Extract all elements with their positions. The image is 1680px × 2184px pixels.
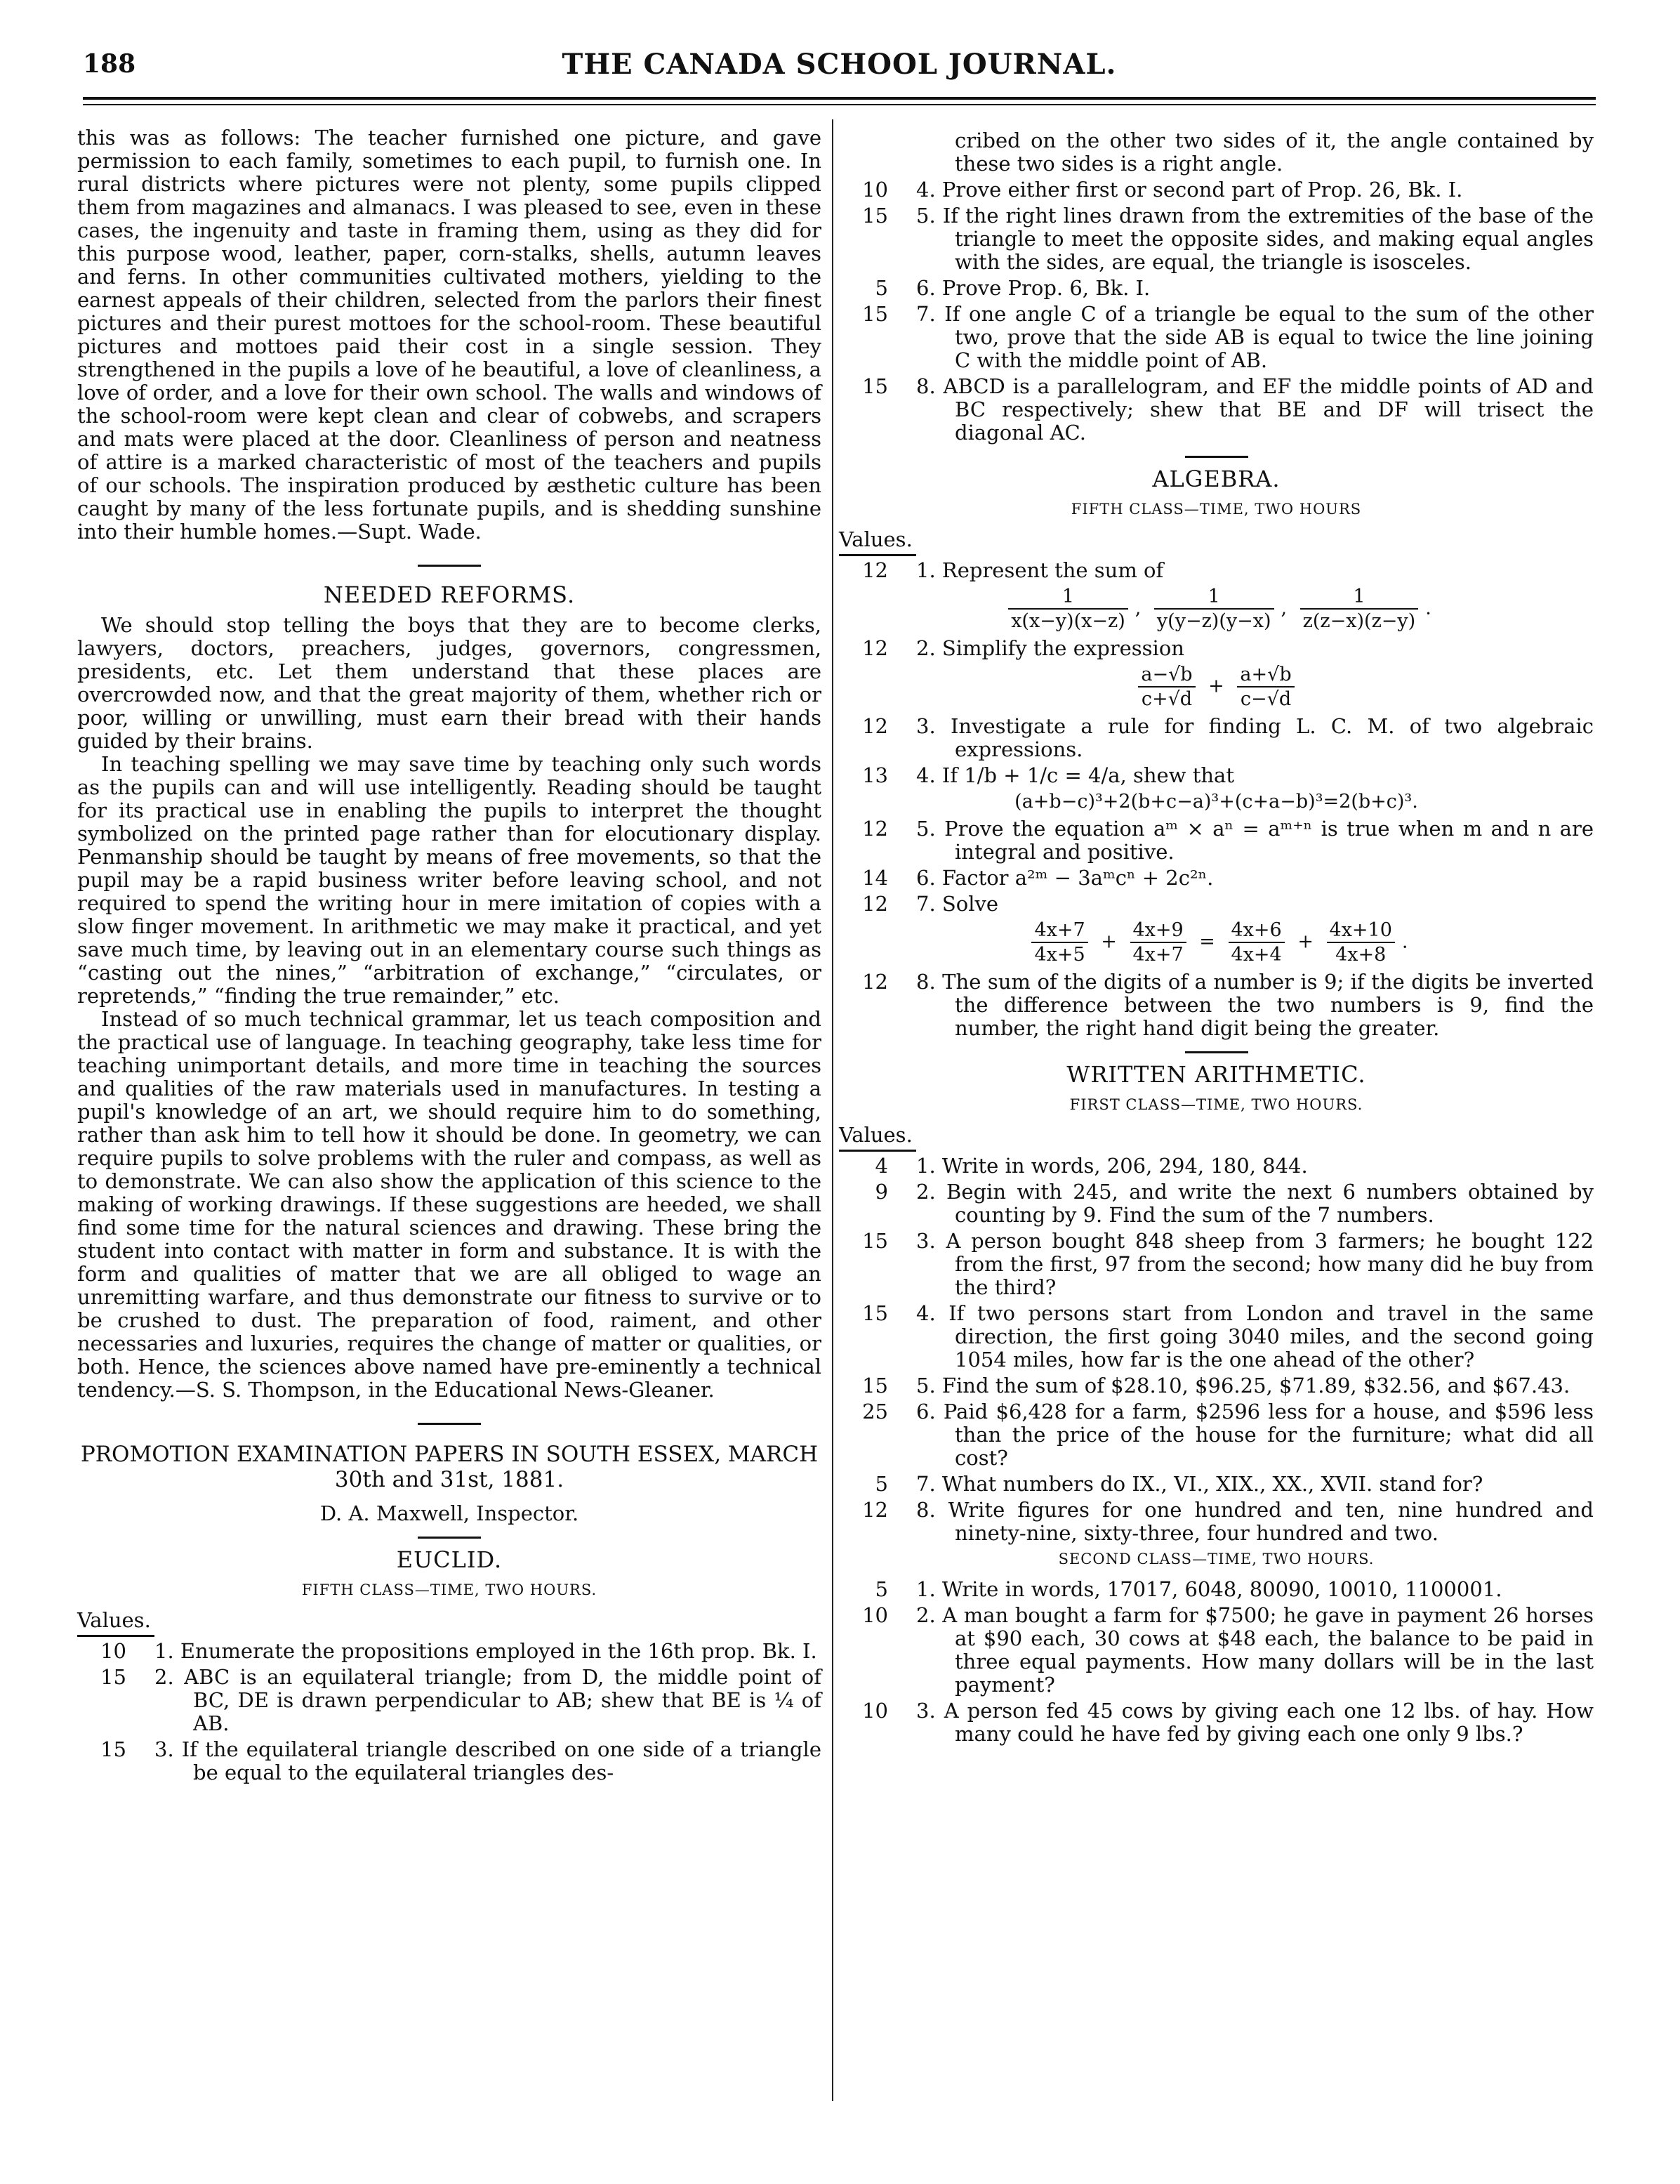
numerator: 1	[1154, 585, 1274, 610]
euclid-questions	[77, 1640, 821, 1784]
algebra-question	[839, 764, 1594, 787]
subject-title-arithmetic: WRITTEN ARITHMETIC.	[1066, 1061, 1366, 1088]
question-value: 12	[862, 558, 888, 582]
question-text: 8. Write figures for one hundred and ten, nine hundred and ninety-nine, sixty-three, four hundred and two.	[916, 1498, 1594, 1545]
question-text: 6. Prove Prop. 6, Bk. I.	[916, 276, 1151, 300]
question-text: 2. A man bought a farm for $7500; he gave in payment 26 horses at $90 each, 30 cows at $48 each, the balance to be paid in three equal payments. How many dollars will be in the last payment?	[916, 1603, 1594, 1697]
numerator: 1	[1008, 585, 1128, 610]
question-text: 6. Paid $6,428 for a farm, $2596 less for a house, and $596 less than the price of the house for the furniture; what did all cost?	[916, 1400, 1594, 1470]
question-text: 4. If 1/b + 1/c = 4/a, shew that	[916, 763, 1234, 787]
denominator: x(x−y)(x−z)	[1011, 610, 1125, 632]
euclid-questions-continued	[839, 129, 1594, 445]
question-text: 7. What numbers do IX., VI., XIX., XX., XVII. stand for?	[916, 1472, 1483, 1496]
algebra-question	[839, 559, 1594, 582]
exam-class-time: FIFTH CLASS—TIME, TWO HOURS	[1071, 501, 1362, 518]
arithmetic-question	[839, 1302, 1594, 1371]
reforms-paragraph: Instead of so much technical grammar, let us teach composition and the practical use of language. In teaching geography, take less time for teaching unimportant details, and more time in teaching the sources and qualities of the raw materials used in manufactures. In testing a pupil's knowledge of an art, we should require him to do something, rather than ask him to tell how it should be done. In geometry, we can require pupils to solve problems with the ruler and compass, as well as to demonstrate. We can also show the application of this science to the making of working drawings. If these suggestions are heeded, we shall find some time for the natural sciences and drawing. These bring the student into contact with matter in form and substance. It is with the form and qualities of matter that we are all obliged to wage an unremitting warfare, and thus demonstrate our fitness to survive or to be crushed to dust. The preparation of food, raiment, and other necessaries and luxuries, requires the change of matter or qualities, or both. Hence, the sciences above named have pre-eminently a technical tendency.—S. S. Thompson, in the Educational News-Gleaner.	[77, 1007, 821, 1402]
euclid-question	[839, 204, 1594, 274]
denominator: 4x+7	[1132, 944, 1184, 966]
question-value: 10	[862, 1699, 888, 1723]
euclid-question	[77, 1666, 821, 1735]
algebra-question	[839, 715, 1594, 761]
question-value: 15	[862, 1301, 888, 1325]
question-text: 1. Represent the sum of	[916, 558, 1164, 582]
question-value: 15	[862, 1374, 888, 1397]
running-title: THE CANADA SCHOOL JOURNAL.	[562, 48, 1117, 81]
euclid-question	[839, 277, 1594, 300]
arithmetic-question	[839, 1699, 1594, 1746]
question-text: 5. If the right lines drawn from the extremities of the base of the triangle to meet the opposite sides, and making equal angles with the sides, are equal, the triangle is isosceles.	[916, 204, 1594, 274]
math-expression-identity: (a+b−c)³+2(b+c−a)³+(c+a−b)³=2(b+c)³.	[1014, 791, 1418, 813]
values-heading: Values.	[77, 1609, 154, 1637]
question-text: 7. If one angle C of a triangle be equal to the sum of the other two, prove that the side AB is equal to twice the line joining C with the middle point of AB.	[916, 302, 1594, 372]
exam-class-time: FIRST CLASS—TIME, TWO HOURS.	[1069, 1096, 1363, 1113]
numerator: 4x+9	[1130, 919, 1186, 943]
reforms-paragraph: In teaching spelling we may save time by teaching only such words as the pupils can and will use intelligently. Reading should be taught for its practical use in enabling the pupils to interpret the thought symbolized on the printed page rather than for elocutionary display. Penmanship should be taught by means of free movements, so that the pupil may be a rapid business writer before leaving school, and not required to spend the writing hour in mere imitation of copies with a slow finger movement. In arithmetic we may make it practical, and yet save much time, by leaving out in an elementary course such things as “casting out the nines,” “arbitration of exchange,” “circulates, or repretends,” “finding the true remainder,” etc.	[77, 752, 821, 1008]
question-text: 7. Solve	[916, 892, 999, 916]
arithmetic-question	[839, 1230, 1594, 1299]
question-text: 3. A person bought 848 sheep from 3 farmers; he bought 122 from the first, 97 from the second; how many did he buy from the third?	[916, 1229, 1594, 1299]
section-separator	[418, 1423, 481, 1425]
question-value: 14	[862, 866, 888, 890]
page-header	[83, 44, 1596, 93]
euclid-question	[839, 303, 1594, 372]
question-value: 15	[862, 374, 888, 398]
article-continuation: this was as follows: The teacher furnished one picture, and gave permission to each family, sometimes to each pupil, to furnish one. In rural districts where pictures were not plenty, some pupils clipped them from magazines and almanacs. I was pleased to see, even in these cases, the ingenuity and taste in framing them, using as they did for this purpose wood, leather, paper, corn-stalks, shells, autumn leaves and ferns. In other communities cultivated mothers, yielding to the earnest appeals of their children, selected from the parlors their finest pictures and their purest mottoes for the school-room. These beautiful pictures and mottoes paid their cost in a single session. They strengthened in the pupils a love of he beautiful, a love of cleanliness, a love of order, and a love for their own school. The walls and windows of the school-room were kept clean and clear of cobwebs, and scrapers and mats were placed at the door. Cleanliness of person and neatness of attire is a marked characteristic of most of the teachers and pupils of our schools. The inspiration produced by æsthetic culture has been caught by many of the less fortunate pupils, and is shedding sunshine into their humble homes.—Supt. Wade.	[77, 126, 821, 544]
right-column	[839, 126, 1594, 1749]
arithmetic-question	[839, 1180, 1594, 1227]
arithmetic-question	[839, 1155, 1594, 1178]
question-text: 2. Simplify the expression	[916, 636, 1184, 660]
page-number: 188	[83, 49, 136, 79]
question-value: 15	[862, 204, 888, 228]
question-text: 8. ABCD is a parallelogram, and EF the middle points of AD and BC respectively; shew that BE and DF will trisect the diagonal AC.	[916, 374, 1594, 445]
question-value: 10	[862, 1603, 888, 1627]
question-value: 15	[862, 1229, 888, 1253]
euclid-question	[839, 129, 1594, 176]
question-text: 3. A person fed 45 cows by giving each one 12 lbs. of hay. How many could he have fed by giving each one only 9 lbs.?	[916, 1699, 1594, 1746]
question-value: 15	[100, 1665, 126, 1689]
question-value: 10	[862, 178, 888, 202]
algebra-question	[839, 867, 1594, 890]
arithmetic-question	[839, 1499, 1594, 1545]
euclid-question	[839, 375, 1594, 445]
question-value: 12	[862, 714, 888, 738]
arithmetic-question	[839, 1473, 1594, 1496]
exam-class-time: FIFTH CLASS—TIME, TWO HOURS.	[301, 1581, 597, 1598]
algebra-question	[839, 893, 1594, 916]
section-title-promotion: PROMOTION EXAMINATION PAPERS IN SOUTH ESSEX, MARCH 30th and 31st, 1881.	[80, 1442, 819, 1492]
section-title-reforms: NEEDED REFORMS.	[323, 581, 576, 608]
values-heading: Values.	[839, 1124, 916, 1152]
question-text: 6. Factor a²ᵐ − 3aᵐcⁿ + 2c²ⁿ.	[916, 866, 1214, 890]
arithmetic-question	[839, 1578, 1594, 1601]
question-value: 25	[862, 1400, 888, 1423]
question-value: 12	[862, 1498, 888, 1522]
denominator: y(y−z)(y−x)	[1156, 610, 1271, 632]
question-value: 5	[875, 276, 888, 300]
subject-title-euclid: EUCLID.	[396, 1546, 503, 1573]
numerator: 1	[1300, 585, 1419, 610]
section-separator	[418, 565, 481, 567]
arithmetic-question	[839, 1400, 1594, 1470]
arithmetic-question	[839, 1604, 1594, 1697]
numerator: 4x+6	[1229, 919, 1285, 943]
question-text: 1. Write in words, 206, 294, 180, 844.	[916, 1154, 1308, 1178]
question-value: 13	[862, 763, 888, 787]
question-value: 12	[862, 636, 888, 660]
question-text: 3. Investigate a rule for finding L. C. M. of two algebraic expressions.	[916, 714, 1594, 761]
question-text: 5. Prove the equation aᵐ × aⁿ = aᵐ⁺ⁿ is true when m and n are integral and positive.	[916, 817, 1594, 864]
question-value: 9	[875, 1180, 888, 1204]
question-text: 2. Begin with 245, and write the next 6 numbers obtained by counting by 9. Find the sum of the 7 numbers.	[916, 1180, 1594, 1227]
left-column	[77, 126, 821, 1787]
numerator: a−√b	[1138, 663, 1195, 688]
euclid-question	[77, 1738, 821, 1784]
numerator: 4x+7	[1031, 919, 1087, 943]
section-separator	[1185, 1051, 1248, 1053]
section-separator	[418, 1537, 481, 1539]
subject-title-algebra: ALGEBRA.	[1152, 466, 1281, 492]
question-text: 5. Find the sum of $28.10, $96.25, $71.89, $32.56, and $67.43.	[916, 1374, 1570, 1397]
header-rule	[83, 97, 1596, 100]
question-text: cribed on the other two sides of it, the angle contained by these two sides is a right angle.	[955, 129, 1594, 176]
question-value: 12	[862, 970, 888, 994]
math-expression-simplify: $\frac{a-√b}{c+√d}$ + $\frac{a+√b}{c-√d}$	[839, 663, 1594, 711]
question-value: 12	[862, 817, 888, 841]
euclid-question	[77, 1640, 821, 1663]
question-value: 5	[875, 1472, 888, 1496]
arithmetic-first-class-questions	[839, 1155, 1594, 1545]
question-value: 5	[875, 1577, 888, 1601]
numerator: a+√b	[1237, 663, 1294, 688]
denominator: z(z−x)(z−y)	[1302, 610, 1416, 632]
question-value: 4	[875, 1154, 888, 1178]
question-text: 2. ABC is an equilateral triangle; from D, the middle point of BC, DE is drawn perpendicular to AB; shew that BE is ¼ of AB.	[154, 1665, 821, 1735]
question-text: 1. Enumerate the propositions employed in the 16th prop. Bk. I.	[154, 1639, 817, 1663]
column-divider	[832, 119, 833, 2101]
question-text: 4. If two persons start from London and travel in the same direction, the first going 3040 miles, and the second going 1054 miles, how far is the one ahead of the other?	[916, 1301, 1594, 1371]
math-expression-equation: $\frac{4x+7}{4x+5}$ + $\frac{4x+9}{4x+7}$ = $\frac{4x+6}{4x+4}$ + $\frac{4x+10}{4x+8}$ .	[839, 919, 1594, 966]
exam-class-time: SECOND CLASS—TIME, TWO HOURS.	[1058, 1551, 1375, 1567]
section-separator	[1185, 456, 1248, 458]
reforms-paragraph: We should stop telling the boys that they are to become clerks, lawyers, doctors, preachers, judges, governors, congressmen, presidents, etc. Let them understand that these places are overcrowded now, and that the great majority of them, whether rich or poor, willing or unwilling, must earn their bread with their hands guided by their brains.	[77, 613, 821, 753]
question-text: 3. If the equilateral triangle described on one side of a triangle be equal to the equilateral triangles des-	[154, 1737, 821, 1784]
values-heading: Values.	[839, 528, 916, 556]
algebra-question	[839, 971, 1594, 1040]
inspector-line: D. A. Maxwell, Inspector.	[319, 1501, 579, 1525]
math-expression-sum: $\frac{1}{x(x-y)(x-z)}$ , $\frac{1}{y(y-z)(y-x)}$ , $\frac{1}{z(z-x)(z-y)}$ .	[839, 585, 1594, 633]
header-rule-thin	[83, 104, 1596, 105]
numerator: 4x+10	[1327, 919, 1395, 943]
algebra-question	[839, 637, 1594, 660]
question-text: 4. Prove either first or second part of Prop. 26, Bk. I.	[916, 178, 1463, 202]
denominator: 4x+4	[1231, 944, 1282, 966]
euclid-question	[839, 178, 1594, 202]
algebra-question	[839, 817, 1594, 864]
denominator: 4x+8	[1335, 944, 1387, 966]
arithmetic-second-class-questions	[839, 1578, 1594, 1746]
question-value: 10	[100, 1639, 126, 1663]
question-value: 12	[862, 892, 888, 916]
question-value: 15	[862, 302, 888, 326]
question-text: 8. The sum of the digits of a number is 9; if the digits be inverted the difference between the two numbers is 9, find the number, the right hand digit being the greater.	[916, 970, 1594, 1040]
denominator: c−√d	[1240, 688, 1292, 710]
arithmetic-question	[839, 1374, 1594, 1397]
denominator: 4x+5	[1034, 944, 1085, 966]
question-value: 15	[100, 1737, 126, 1761]
question-text: 1. Write in words, 17017, 6048, 80090, 10010, 1100001.	[916, 1577, 1502, 1601]
denominator: c+√d	[1141, 688, 1193, 710]
